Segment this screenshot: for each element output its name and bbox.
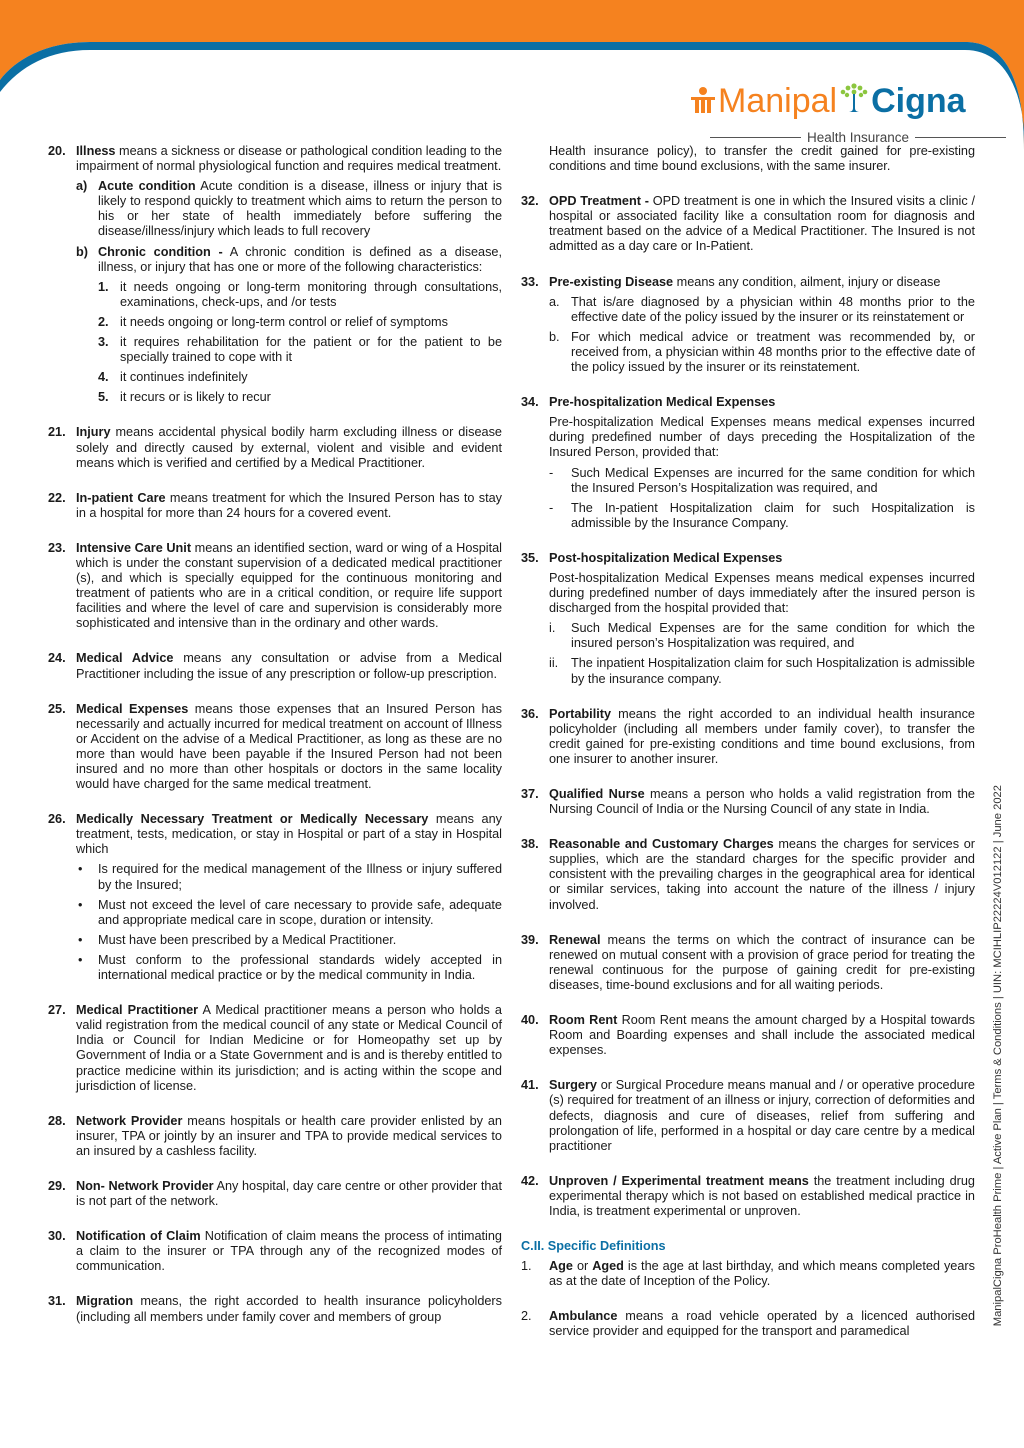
def-text: the treatment including drug experimental therapy which is not based on established medical practice in India, is treatment experimental or unproven.: [549, 1173, 975, 1218]
definition-32: [521, 194, 975, 254]
def-number: 1.: [521, 1259, 532, 1274]
def-text: means a sickness or disease or pathological condition leading to the impairment of normal physiological function and requires medical treatment.: [76, 144, 502, 174]
list-text: it continues indefinitely: [120, 370, 248, 385]
def-number: 22.: [48, 490, 66, 505]
definition-30: [48, 1229, 502, 1274]
def-text: Any hospital, day care centre or other provider that is not part of the network.: [76, 1178, 503, 1209]
def-text: means the right accorded to an individual health insurance policyholder (including all members under family cover), to transfer the credit gained for pre-existing conditions and time bound exclusions, from one insurer to another insurer.: [549, 706, 975, 766]
definition-38: [521, 837, 975, 912]
sub-term: Acute condition: [98, 179, 196, 194]
specific-definition-1: [521, 1259, 975, 1289]
def-33-b: [549, 330, 975, 375]
cigna-tree-icon: [838, 82, 870, 116]
def-text: means treatment for which the Insured Person has to stay in a hospital for more than 24 hours for a covered event.: [76, 490, 502, 520]
def-term: Room Rent: [549, 1013, 618, 1028]
def-number: 36.: [521, 706, 539, 721]
def-term: Medically Necessary Treatment or Medically Necessary: [76, 812, 429, 827]
def-number: 26.: [48, 812, 66, 827]
sub-text: Such Medical Expenses are for the same condition for which the insured person’s Hospitalization was required, and: [571, 621, 975, 651]
def-text: means those expenses that an Insured Person has necessarily and actually incurred for medical treatment on account of Illness or Accident on the advise of a Medical Practitioner, as long as these are no more than would have been payable if the Insured Person had not been insured and no more than other hospitals or doctors in the same locality would have charged for the same medical treatment.: [76, 701, 502, 792]
definition-25: [48, 702, 502, 793]
def-term: Medical Advice: [76, 651, 174, 666]
subtitle-rule-right: [915, 137, 1006, 138]
def-number: 41.: [521, 1078, 539, 1093]
def-number: 31.: [48, 1294, 66, 1309]
left-column: [48, 144, 502, 1325]
def-text: means any condition, ailment, injury or disease: [673, 274, 941, 289]
def-text: or Surgical Procedure means manual and / or operative procedure (s) required for treatment of an illness or injury, correction of deformities and defects, diagnosis and cure of diseases, relief from suffering and prolongation of life, performed in a hospital or day care centre by a medical practitioner: [549, 1078, 975, 1153]
def-34-item-2: [549, 501, 975, 531]
definition-20: [48, 144, 502, 405]
def-term: Medical Practitioner: [76, 1003, 199, 1018]
def-text: means hospitals or health care provider enlisted by an insurer, TPA or jointly by an insurer and TPA to provide medical services to an insured by a cashless facility.: [76, 1113, 502, 1158]
sub-text: That is/are diagnosed by a physician within 48 months prior to the effective date of the policy issued by the insurer or its reinstatement or: [571, 294, 975, 324]
definition-34: [521, 395, 975, 531]
definition-35: [521, 551, 975, 687]
def-number: 39.: [521, 932, 539, 947]
def-number: 42.: [521, 1173, 539, 1188]
def-20-b-4: [98, 370, 502, 385]
def-number: 2.: [521, 1309, 532, 1324]
def-text: means, the right accorded to health insurance policyholders (including all members under family cover and members of group: [76, 1294, 502, 1324]
def-term: Post-hospitalization Medical Expenses: [549, 550, 783, 565]
def-number: 27.: [48, 1003, 66, 1018]
definition-41: [521, 1078, 975, 1153]
specific-definition-2: [521, 1309, 975, 1339]
list-number: 3.: [98, 335, 109, 350]
def-number: 29.: [48, 1178, 66, 1193]
sub-marker: b): [76, 244, 88, 259]
definition-31: [48, 1294, 502, 1324]
manipal-figure-icon: [688, 85, 718, 115]
def-term: Intensive Care Unit: [76, 540, 192, 555]
def-number: 23.: [48, 540, 66, 555]
sub-text: The inpatient Hospitalization claim for such Hospitalization is admissible by the insurance company.: [571, 656, 975, 686]
def-term: Pre-existing Disease: [549, 274, 674, 289]
sub-marker: ii.: [549, 656, 559, 671]
def-term: Pre-hospitalization Medical Expenses: [549, 395, 776, 410]
definition-36: [521, 707, 975, 767]
def-text: means an identified section, ward or wing of a Hospital which is under the constant supervision of a dedicated medical practitioner (s), and which is specially equipped for the continuous monitoring and treatment of patients who are in a critical condition, or require life support facilities and where the level of care and supervision is considerably more sophisticated and intensive than in the ordinary and other wards.: [76, 540, 502, 631]
def-term: Migration: [76, 1294, 134, 1309]
definition-22: [48, 491, 502, 521]
def-34-item-1: [549, 466, 975, 496]
def-term: Ambulance: [549, 1309, 618, 1324]
sub-marker: i.: [549, 621, 556, 636]
logo-wordmark: [688, 78, 988, 124]
def-number: 33.: [521, 274, 539, 289]
def-33-a: [549, 295, 975, 325]
def-term: Notification of Claim: [76, 1229, 201, 1244]
subtitle-rule-left: [710, 137, 801, 138]
sub-text: For which medical advice or treatment was recommended by, or received from, a physician within 48 months prior to the effective date of the policy issued by the insurer or its reinstatement.: [571, 329, 975, 375]
logo-cigna: Cigna: [871, 82, 966, 120]
section-heading: C.II. Specific Definitions: [521, 1239, 666, 1254]
list-text: it recurs or is likely to recur: [120, 390, 271, 405]
def-20-b: [76, 245, 502, 406]
def-text: means the charges for services or supplies, which are the standard charges for the specific provider and consistent with the prevailing charges in the geographical area for identical or similar services, taking into account the nature of the illness / injury involved.: [549, 837, 975, 912]
sub-marker: b.: [549, 329, 560, 344]
def-34-text: Pre-hospitalization Medical Expenses means medical expenses incurred during predefined number of days preceding the Hospitalization of the Insured Person, provided that:: [549, 415, 975, 460]
def-number: 38.: [521, 837, 539, 852]
list-number: 5.: [98, 390, 109, 405]
definition-21: [48, 425, 502, 470]
def-term: Renewal: [549, 932, 601, 947]
sub-marker: a.: [549, 294, 560, 309]
def-text: is the age at last birthday, and which means completed years as at the date of Inception of the Policy.: [549, 1259, 975, 1289]
def-text: means a road vehicle operated by a licenced authorised service provider and equipped for the transport and paramedical: [549, 1309, 975, 1339]
def-text: or: [572, 1259, 593, 1274]
sub-marker: a): [76, 179, 88, 194]
definition-26: [48, 812, 502, 983]
sub-text: The In-patient Hospitalization claim for such Hospitalization is admissible by the Insurance Company.: [571, 500, 975, 530]
bullet: •: [78, 952, 83, 967]
sub-text: Such Medical Expenses are incurred for the same condition for which the Insured Person’s Hospitalization was required, and: [571, 465, 975, 495]
def-text: Health insurance policy), to transfer the credit gained for pre-existing conditions and time bound exclusions, with the same insurer.: [549, 144, 975, 174]
definition-42: [521, 1174, 975, 1219]
def-number: 37.: [521, 787, 539, 801]
definition-33: [521, 275, 975, 376]
def-term: Age: [549, 1259, 573, 1274]
def-term: Aged: [592, 1259, 624, 1274]
def-20-a: [76, 179, 502, 239]
definition-28: [48, 1114, 502, 1159]
bullet-text: Must have been prescribed by a Medical Practitioner.: [98, 932, 397, 947]
list-text: it needs ongoing or long-term monitoring through consultations, examinations, check-ups, and /or tests: [120, 279, 502, 309]
manipal-cigna-logo: [688, 78, 988, 144]
def-text: Notification of claim means the process of intimating a claim to the insurer or TPA through any of the recognized modes of communication.: [76, 1229, 502, 1274]
def-term: Surgery: [549, 1078, 597, 1093]
bullet-text: Is required for the medical management of the Illness or injury suffered by the Insured;: [98, 862, 502, 892]
def-number: 34.: [521, 395, 539, 410]
right-column: [521, 144, 975, 1340]
sub-text: A chronic condition is defined as a disease, illness, or injury that has one or more of the following characteristics:: [98, 244, 502, 274]
def-term: Unproven / Experimental treatment means: [549, 1173, 809, 1188]
logo-subtitle: Health Insurance: [806, 129, 910, 145]
side-document-reference: ManipalCigna ProHealth Prime | Active Plan | Terms & Conditions | UIN: MCIHLIP22224V012122 | June 2022: [992, 785, 1004, 1327]
def-26-bullet-3: [76, 933, 502, 948]
definition-29: [48, 1179, 502, 1209]
def-term: Illness: [76, 144, 116, 158]
def-term: Network Provider: [76, 1113, 183, 1128]
def-term: Medical Expenses: [76, 701, 189, 716]
def-text: means a person who holds a valid registration from the Nursing Council of India or the Nursing Council of any state in India.: [549, 787, 975, 817]
dash-marker: -: [549, 465, 554, 480]
def-26-bullet-1: [76, 862, 502, 892]
def-number: 35.: [521, 550, 539, 565]
def-35-item-1: [549, 621, 975, 651]
def-number: 24.: [48, 651, 66, 666]
def-number: 32.: [521, 194, 539, 209]
def-26-bullet-4: [76, 953, 502, 983]
def-term: In-patient Care: [76, 490, 166, 505]
bullet: •: [78, 862, 83, 877]
def-26-bullet-2: [76, 898, 502, 928]
dash-marker: -: [549, 500, 554, 515]
def-text: Room Rent means the amount charged by a Hospital towards Room and Boarding expenses and shall include the associated medical expenses.: [549, 1013, 975, 1058]
logo-manipal: Manipal: [718, 82, 838, 120]
def-term: OPD Treatment -: [549, 194, 649, 209]
def-number: 21.: [48, 425, 66, 440]
def-number: 28.: [48, 1113, 66, 1128]
list-text: it needs ongoing or long-term control or relief of symptoms: [120, 314, 448, 329]
def-number: 30.: [48, 1229, 66, 1244]
definition-37: [521, 787, 975, 817]
def-text: means accidental physical bodily harm excluding illness or disease solely and directly caused by external, violent and visible and evident means which is verified and certified by a Medical Practitioner.: [76, 425, 502, 470]
def-20-b-2: [98, 315, 502, 330]
sub-term: Chronic condition -: [98, 244, 223, 259]
list-number: 4.: [98, 370, 109, 385]
bullet-text: Must not exceed the level of care necessary to provide safe, adequate and appropriate medical care in scope, duration or intensity.: [98, 897, 502, 927]
def-number: 40.: [521, 1013, 539, 1028]
def-35-item-2: [549, 656, 975, 686]
def-term: Non- Network Provider: [76, 1178, 214, 1193]
def-term: Portability: [549, 706, 612, 721]
list-number: 1.: [98, 279, 109, 294]
def-number: 20.: [48, 144, 66, 158]
def-35-text: Post-hospitalization Medical Expenses means medical expenses incurred during predefined number of days immediately after the insured person is discharged from the hospital provided that:: [549, 570, 975, 616]
def-term: Qualified Nurse: [549, 787, 645, 801]
definition-40: [521, 1013, 975, 1058]
definition-31-continued: [521, 144, 975, 174]
def-text: means any treatment, tests, medication, or stay in Hospital or part of a stay in Hospital which: [76, 812, 502, 857]
def-text: means the terms on which the contract of insurance can be renewed on mutual consent with a provision of grace period for treating the renewal continuous for the purpose of gaining credit for pre-existing diseases, time-bound exclusions and for all waiting periods.: [549, 932, 975, 992]
bullet-text: Must conform to the professional standards widely accepted in international medical practice or by the medical community in India.: [98, 952, 502, 983]
def-term: Reasonable and Customary Charges: [549, 837, 774, 852]
def-number: 25.: [48, 701, 66, 716]
def-20-b-3: [98, 335, 502, 365]
def-20-b-1: [98, 280, 502, 310]
definition-27: [48, 1003, 502, 1094]
def-term: Injury: [76, 425, 111, 440]
def-text: OPD treatment is one in which the Insured visits a clinic / hospital or associated facility like a consultation room for diagnosis and treatment based on the advice of a Medical Practitioner. The Insured is not admitted as a day care or In-Patient.: [549, 194, 976, 254]
sub-text: Acute condition is a disease, illness or injury that is likely to respond quickly to treatment which aims to return the person to his or her state of health immediately before suffering the disease/illness/injury which leads to full recovery: [98, 179, 503, 239]
definition-23: [48, 541, 502, 632]
list-text: it requires rehabilitation for the patient or for the patient to be specially trained to cope with it: [120, 335, 502, 365]
def-text: A Medical practitioner means a person who holds a valid registration from the medical council of any state or Medical Council of India or Council for Indian Medicine or for Homeopathy set up by Government of India or a State Government and is and is thereby entitled to practice medicine within its jurisdiction; and is acting within the scope and jurisdiction of license.: [76, 1003, 502, 1093]
bullet: •: [78, 932, 83, 947]
def-20-b-5: [98, 390, 502, 405]
bullet: •: [78, 897, 83, 912]
def-text: means any consultation or advise from a Medical Practitioner including the issue of any prescription or follow-up prescription.: [76, 651, 502, 681]
definition-24: [48, 651, 502, 681]
list-number: 2.: [98, 314, 109, 329]
definition-39: [521, 933, 975, 993]
